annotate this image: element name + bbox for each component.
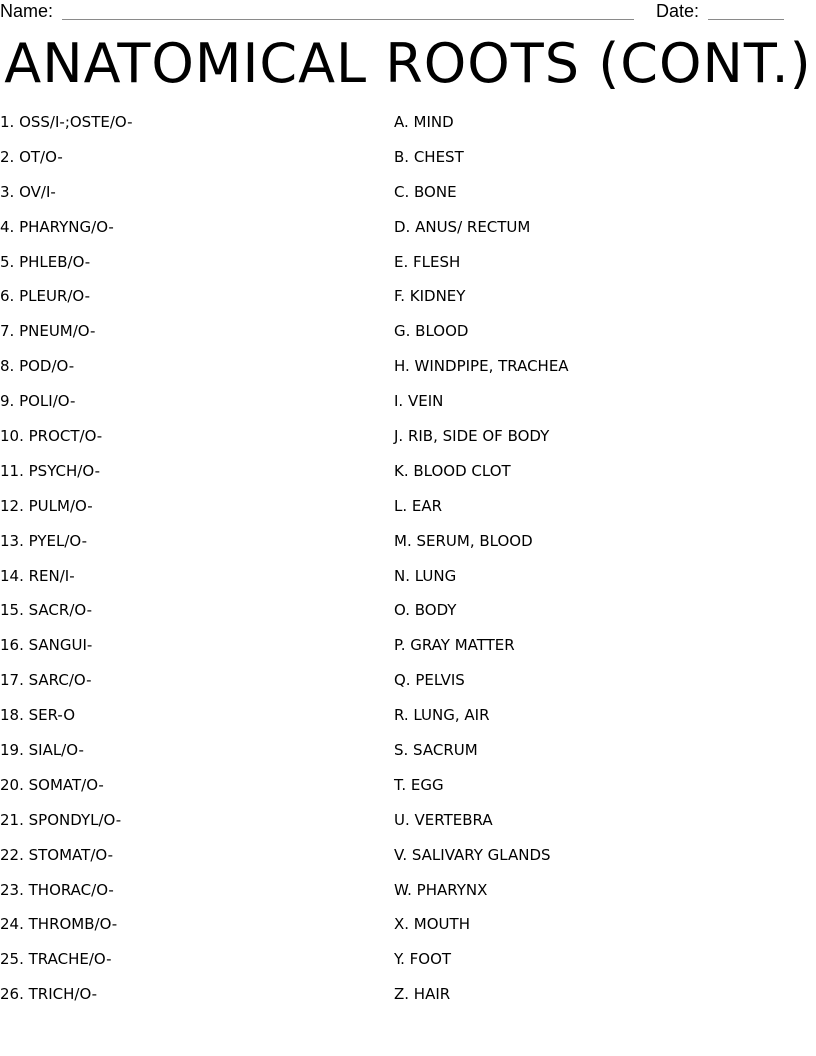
root-term: 24. THROMB/O-	[0, 915, 118, 934]
meaning-term: R. LUNG, AIR	[394, 706, 490, 725]
root-term: 13. PYEL/O-	[0, 531, 88, 550]
match-row	[0, 426, 816, 461]
meaning-term: H. WINDPIPE, TRACHEA	[394, 357, 569, 376]
match-row	[0, 880, 816, 915]
root-term: 23. THORAC/O-	[0, 880, 114, 899]
root-term: 15. SACR/O-	[0, 601, 93, 620]
root-term: 10. PROCT/O-	[0, 427, 103, 446]
date-label: Date:	[656, 1, 700, 21]
meaning-term: X. MOUTH	[394, 915, 470, 934]
match-row	[0, 356, 816, 391]
match-row	[0, 845, 816, 880]
root-term: 26. TRICH/O-	[0, 985, 98, 1004]
meaning-term: B. CHEST	[394, 147, 464, 166]
meaning-term: Q. PELVIS	[394, 671, 465, 690]
match-row	[0, 252, 816, 287]
meaning-term: A. MIND	[394, 113, 454, 131]
meaning-term: V. SALIVARY GLANDS	[394, 845, 551, 864]
meaning-term: I. VEIN	[394, 392, 444, 411]
meaning-term: S. SACRUM	[394, 741, 478, 760]
root-term: 22. STOMAT/O-	[0, 845, 114, 864]
match-row	[0, 600, 816, 635]
root-term: 6. PLEUR/O-	[0, 287, 91, 306]
meaning-term: K. BLOOD CLOT	[394, 461, 511, 480]
match-row	[0, 217, 816, 252]
meaning-term: L. EAR	[394, 496, 443, 515]
match-row	[0, 112, 816, 147]
name-label: Name:	[0, 1, 54, 21]
root-term: 1. OSS/I-;OSTE/O-	[0, 113, 133, 131]
match-row	[0, 531, 816, 566]
name-input-line[interactable]	[62, 19, 634, 20]
meaning-term: O. BODY	[394, 601, 457, 620]
meaning-term: Z. HAIR	[394, 985, 451, 1004]
page-title: ANATOMICAL ROOTS (CONT.)	[4, 32, 812, 95]
root-term: 2. OT/O-	[0, 147, 63, 166]
root-term: 17. SARC/O-	[0, 671, 92, 690]
match-row	[0, 461, 816, 496]
match-row	[0, 635, 816, 670]
matching-list	[0, 112, 816, 1019]
root-term: 19. SIAL/O-	[0, 741, 84, 760]
match-row	[0, 496, 816, 531]
meaning-term: J. RIB, SIDE OF BODY	[394, 427, 550, 446]
root-term: 8. POD/O-	[0, 357, 75, 376]
root-term: 4. PHARYNG/O-	[0, 217, 114, 236]
root-term: 5. PHLEB/O-	[0, 252, 91, 271]
match-row	[0, 810, 816, 845]
meaning-term: G. BLOOD	[394, 322, 469, 341]
match-row	[0, 949, 816, 984]
root-term: 14. REN/I-	[0, 566, 75, 585]
meaning-term: F. KIDNEY	[394, 287, 466, 306]
root-term: 12. PULM/O-	[0, 496, 93, 515]
root-term: 21. SPONDYL/O-	[0, 810, 122, 829]
root-term: 9. POLI/O-	[0, 392, 76, 411]
root-term: 11. PSYCH/O-	[0, 461, 100, 480]
match-row	[0, 740, 816, 775]
meaning-term: D. ANUS/ RECTUM	[394, 217, 531, 236]
match-row	[0, 182, 816, 217]
date-input-line[interactable]	[708, 19, 784, 20]
root-term: 16. SANGUI-	[0, 636, 93, 655]
meaning-term: M. SERUM, BLOOD	[394, 531, 533, 550]
root-term: 18. SER-O	[0, 706, 76, 725]
match-row	[0, 147, 816, 182]
meaning-term: C. BONE	[394, 182, 457, 201]
match-row	[0, 670, 816, 705]
meaning-term: U. VERTEBRA	[394, 810, 493, 829]
root-term: 7. PNEUM/O-	[0, 322, 96, 341]
meaning-term: N. LUNG	[394, 566, 457, 585]
root-term: 25. TRACHE/O-	[0, 950, 112, 969]
meaning-term: Y. FOOT	[394, 950, 452, 969]
match-row	[0, 775, 816, 810]
root-term: 3. OV/I-	[0, 182, 56, 201]
match-row	[0, 705, 816, 740]
meaning-term: P. GRAY MATTER	[394, 636, 515, 655]
match-row	[0, 566, 816, 601]
match-row	[0, 391, 816, 426]
meaning-term: W. PHARYNX	[394, 880, 488, 899]
meaning-term: E. FLESH	[394, 252, 461, 271]
match-row	[0, 984, 816, 1019]
match-row	[0, 914, 816, 949]
worksheet-header	[0, 0, 816, 24]
match-row	[0, 321, 816, 356]
meaning-term: T. EGG	[394, 775, 444, 794]
root-term: 20. SOMAT/O-	[0, 775, 104, 794]
match-row	[0, 286, 816, 321]
